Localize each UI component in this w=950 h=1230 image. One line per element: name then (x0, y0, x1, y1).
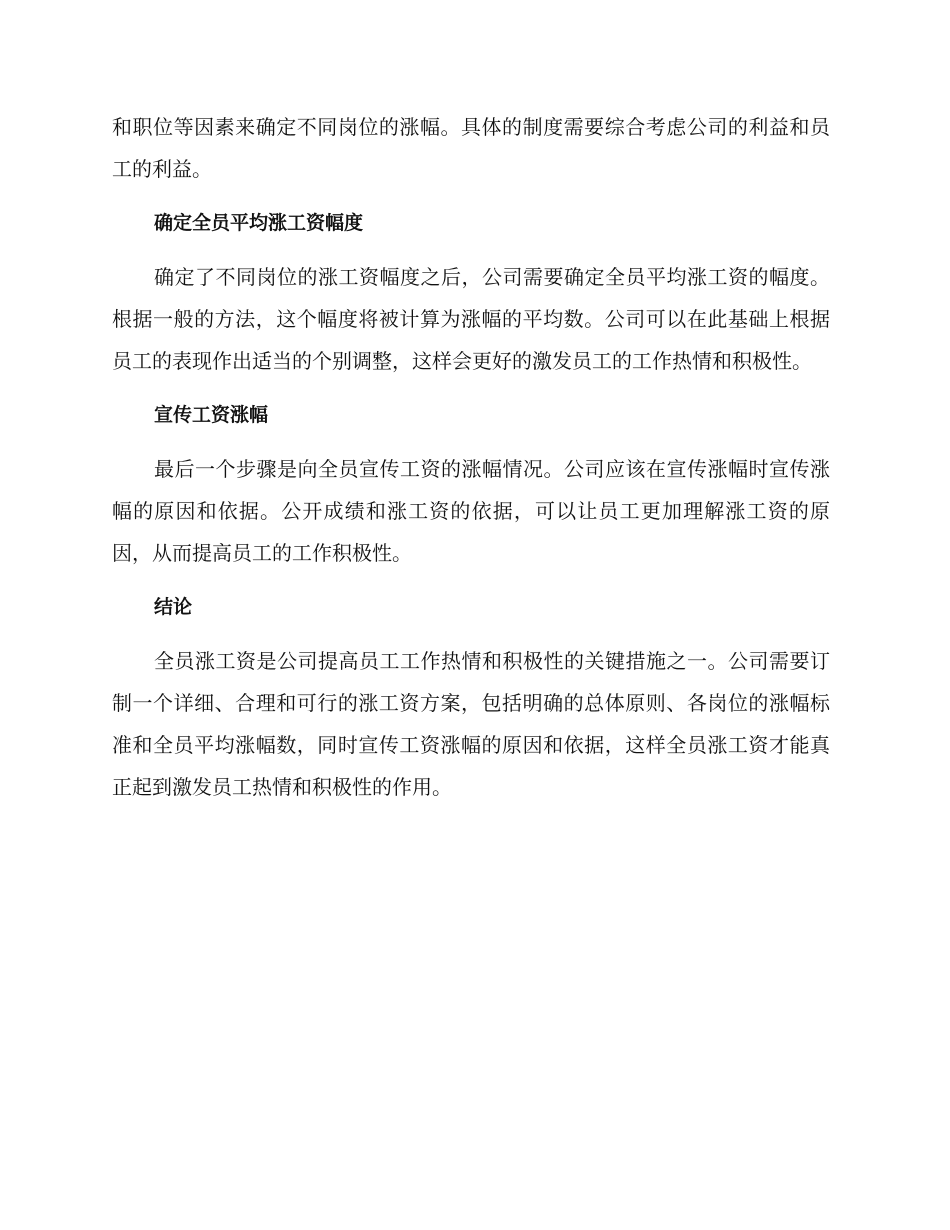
paragraph-continued: 和职位等因素来确定不同岗位的涨幅。具体的制度需要综合考虑公司的利益和员工的利益。 (112, 115, 830, 181)
document-body (112, 106, 830, 820)
section-heading-publicize: 宣传工资涨幅 (154, 404, 269, 426)
paragraph-publicize: 最后一个步骤是向全员宣传工资的涨幅情况。公司应该在宣传涨幅时宣传涨幅的原因和依据。公开成绩和涨工资的依据，可以让员工更加理解涨工资的原因，从而提高员工的工作积极性。 (112, 457, 830, 565)
section-heading-average-raise: 确定全员平均涨工资幅度 (154, 212, 364, 234)
paragraph-average-raise: 确定了不同岗位的涨工资幅度之后，公司需要确定全员平均涨工资的幅度。根据一般的方法，这个幅度将被计算为涨幅的平均数。公司可以在此基础上根据员工的表现作出适当的个别调整，这样会更好的激发员工的工作热情和积极性。 (112, 265, 830, 373)
section-heading-conclusion: 结论 (154, 596, 193, 618)
paragraph-conclusion: 全员涨工资是公司提高员工工作热情和积极性的关键措施之一。公司需要订制一个详细、合理和可行的涨工资方案，包括明确的总体原则、各岗位的涨幅标准和全员平均涨幅数，同时宣传工资涨幅的原因和依据，这样全员涨工资才能真正起到激发员工热情和积极性的作用。 (112, 649, 830, 799)
